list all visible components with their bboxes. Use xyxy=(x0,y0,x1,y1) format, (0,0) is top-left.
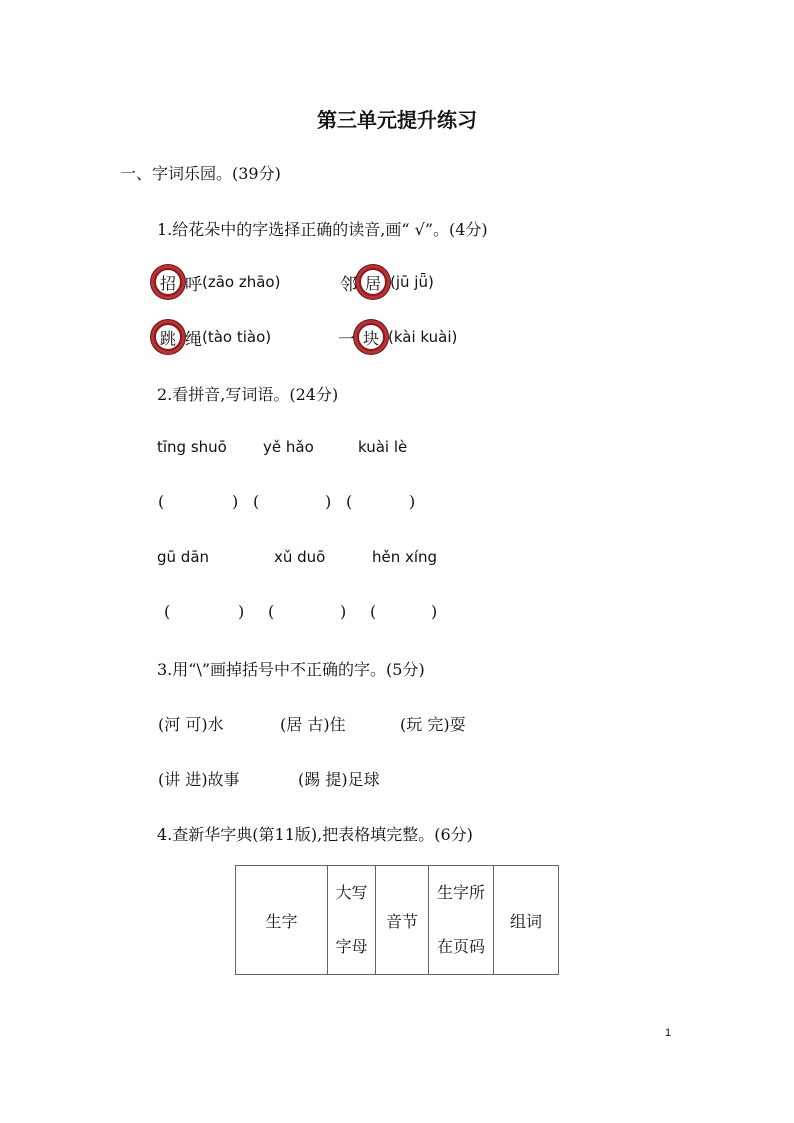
answer-blank-open: ( xyxy=(253,492,260,511)
header-line: 在页码 xyxy=(436,937,485,956)
header-line: 生字所 xyxy=(436,883,485,902)
answer-blank-close: ) xyxy=(409,492,416,511)
header-cell xyxy=(328,866,376,975)
question-1-prompt: 1.给花朵中的字选择正确的读音,画“ √”。(4分) xyxy=(157,220,488,239)
q1-item-1-rest: 呼 xyxy=(185,274,202,295)
answer-blank-close: ) xyxy=(325,492,332,511)
answer-blank-open: ( xyxy=(268,602,275,621)
page-number: 1 xyxy=(665,1027,672,1039)
q1-item-1 xyxy=(152,268,280,296)
pinyin-word: kuài lè xyxy=(358,438,408,456)
flower-icon: 居 xyxy=(359,268,387,296)
q3-choice: (居 古)住 xyxy=(280,715,346,734)
answer-blank-open: ( xyxy=(346,492,353,511)
q3-choice: (踢 提)足球 xyxy=(298,770,380,789)
q3-choice: (河 可)水 xyxy=(158,715,224,734)
flower-icon: 跳 xyxy=(154,323,182,351)
answer-blank-open: ( xyxy=(164,602,171,621)
table-row xyxy=(236,866,559,975)
q3-choice: (玩 完)耍 xyxy=(400,715,466,734)
pinyin-word: xǔ duō xyxy=(274,548,326,566)
section-heading: 一、字词乐园。(39分) xyxy=(120,164,281,183)
answer-blank-open: ( xyxy=(370,602,377,621)
answer-blank-open: ( xyxy=(158,492,165,511)
answer-blank-close: ) xyxy=(431,602,438,621)
pinyin-word: gū dān xyxy=(157,548,210,566)
dictionary-table xyxy=(235,865,559,975)
q1-item-2 xyxy=(340,268,434,296)
q1-item-4-pinyin: (kài kuài) xyxy=(388,328,458,346)
pinyin-word: yě hǎo xyxy=(263,438,314,456)
question-3-prompt: 3.用“\”画掉括号中不正确的字。(5分) xyxy=(157,660,425,679)
pinyin-word: hěn xíng xyxy=(372,548,438,566)
answer-blank-close: ) xyxy=(238,602,245,621)
q3-choice: (讲 进)故事 xyxy=(158,770,240,789)
q1-item-4-pre: 一 xyxy=(338,329,355,350)
q1-item-1-pinyin: (zāo zhāo) xyxy=(202,273,281,291)
header-cell: 音节 xyxy=(376,866,429,975)
question-4-prompt: 4.查新华字典(第11版),把表格填完整。(6分) xyxy=(157,825,473,844)
flower-icon: 招 xyxy=(154,268,182,296)
q1-item-2-pre: 邻 xyxy=(340,274,357,295)
q1-item-3-rest: 绳 xyxy=(185,329,202,350)
page-title: 第三单元提升练习 xyxy=(317,108,477,132)
answer-blank-close: ) xyxy=(340,602,347,621)
q1-item-2-pinyin: (jū jǖ) xyxy=(390,273,434,291)
pinyin-word: tīng shuō xyxy=(157,438,227,456)
q1-item-3 xyxy=(152,323,271,351)
q1-item-3-pinyin: (tào tiào) xyxy=(202,328,272,346)
header-line: 字母 xyxy=(335,937,368,956)
question-2-prompt: 2.看拼音,写词语。(24分) xyxy=(157,385,339,404)
header-cell: 组词 xyxy=(494,866,559,975)
header-cell: 生字 xyxy=(236,866,328,975)
flower-icon: 块 xyxy=(357,323,385,351)
header-line: 大写 xyxy=(335,883,368,902)
header-cell xyxy=(429,866,494,975)
q1-item-4 xyxy=(338,323,457,351)
answer-blank-close: ) xyxy=(232,492,239,511)
